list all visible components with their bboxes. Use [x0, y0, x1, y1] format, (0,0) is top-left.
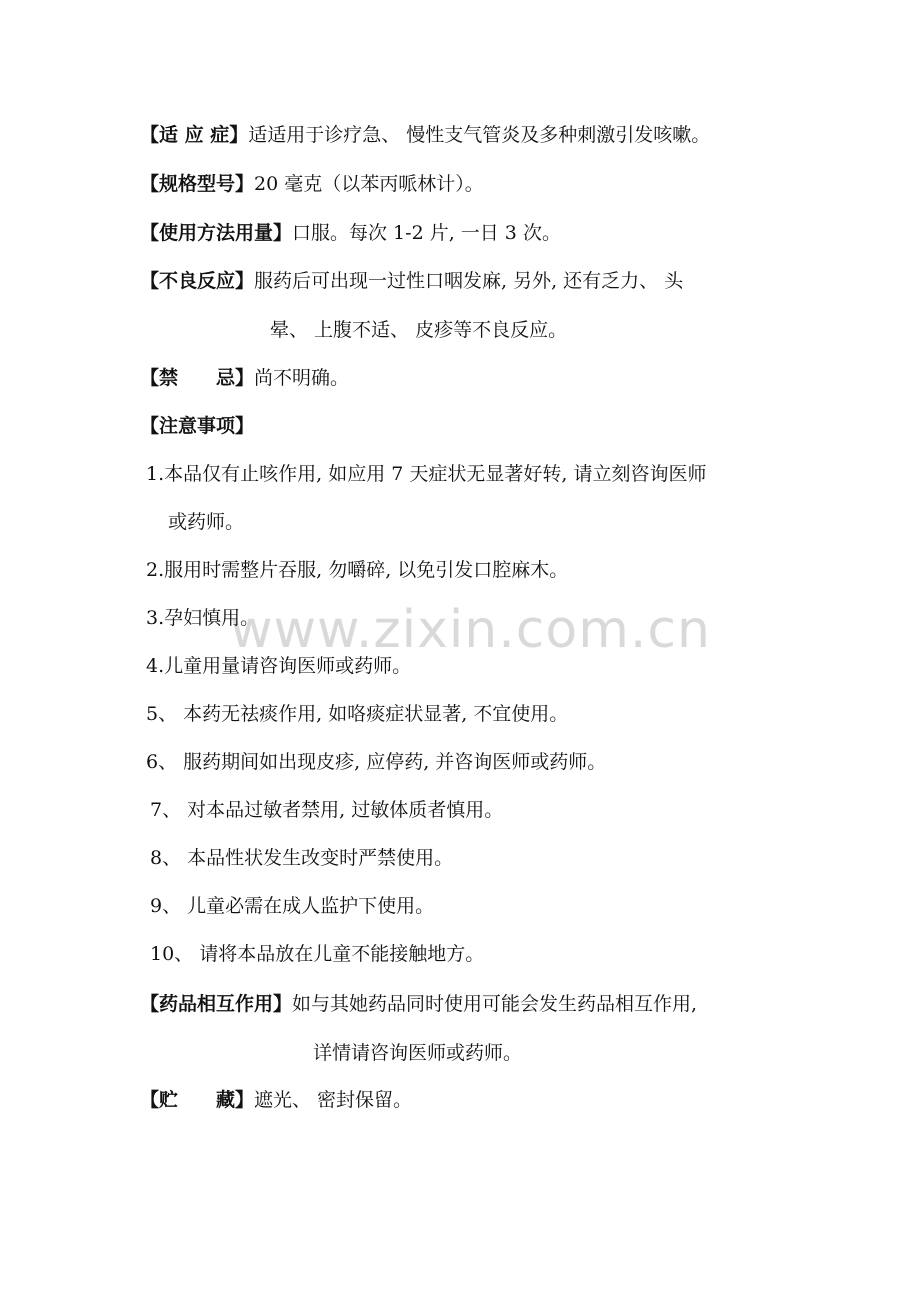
interactions-label: 【药品相互作用】	[140, 993, 293, 1015]
interactions-text-1: 如与其她药品同时使用可能会发生药品相互作用,	[292, 993, 698, 1015]
indications-row	[140, 123, 710, 147]
storage-label: 【贮 藏】	[140, 1089, 255, 1111]
watermark: www.zixin.com.cn	[230, 600, 711, 660]
precaution-item: 4.儿童用量请咨询医师或药师。	[146, 655, 412, 677]
precaution-item: 7、 对本品过敏者禁用, 过敏体质者慎用。	[150, 799, 504, 821]
precaution-item: 6、 服药期间如出现皮疹, 应停药, 并咨询医师或药师。	[146, 751, 607, 773]
indications-label: 【适 应 症】	[140, 124, 249, 146]
precaution-item: 9、 儿童必需在成人监护下使用。	[150, 895, 435, 917]
interactions-row	[140, 992, 697, 1016]
interactions-text-2: 详情请咨询医师或药师。	[313, 1042, 523, 1064]
specification-text: 20 毫克（以苯丙哌林计）。	[254, 173, 484, 195]
storage-text: 遮光、 密封保留。	[254, 1089, 413, 1111]
precaution-item: 8、 本品性状发生改变时严禁使用。	[150, 847, 454, 869]
specification-label: 【规格型号】	[140, 173, 255, 195]
specification-row	[140, 172, 484, 196]
precautions-heading-row	[140, 414, 254, 438]
dosage-text: 口服。每次 1-2 片, 一日 3 次。	[292, 222, 561, 244]
precaution-item: 5、 本药无祛痰作用, 如咯痰症状显著, 不宜使用。	[146, 703, 569, 725]
interactions-continuation	[313, 1041, 522, 1065]
indications-text: 适适用于诊疗急、 慢性支气管炎及多种刺激引发咳嗽。	[248, 124, 711, 146]
precaution-item: 10、 请将本品放在儿童不能接触地方。	[150, 943, 485, 965]
precaution-item: 或药师。	[168, 511, 245, 533]
adverse-reactions-continuation	[270, 318, 567, 342]
contraindications-row	[140, 366, 349, 390]
precautions-label: 【注意事项】	[140, 415, 255, 437]
contraindications-label: 【禁 忌】	[140, 367, 255, 389]
storage-row	[140, 1088, 412, 1112]
adverse-reactions-text-2: 晕、 上腹不适、 皮疹等不良反应。	[270, 319, 568, 341]
precaution-item: 3.孕妇慎用。	[146, 607, 260, 629]
adverse-reactions-text-1: 服药后可出现一过性口咽发麻, 另外, 还有乏力、 头	[254, 270, 684, 292]
adverse-reactions-row	[140, 269, 683, 293]
precaution-item: 1.本品仅有止咳作用, 如应用 7 天症状无显著好转, 请立刻咨询医师	[146, 463, 707, 485]
dosage-label: 【使用方法用量】	[140, 222, 293, 244]
adverse-reactions-label: 【不良反应】	[140, 270, 255, 292]
precaution-item: 2.服用时需整片吞服, 勿嚼碎, 以免引发口腔麻木。	[146, 559, 569, 581]
dosage-row	[140, 221, 561, 245]
contraindications-text: 尚不明确。	[254, 367, 350, 389]
